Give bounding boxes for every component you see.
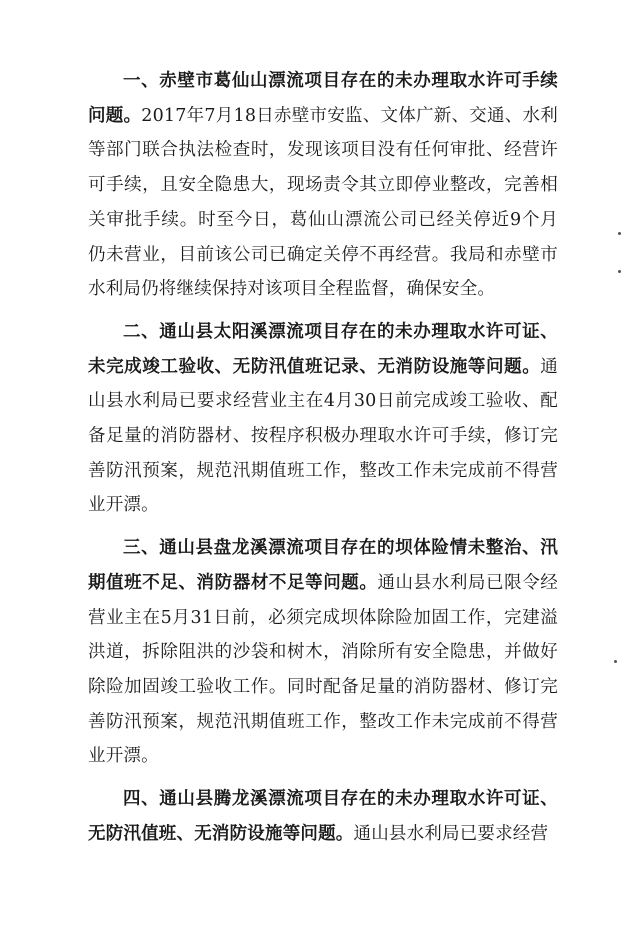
paragraph-3-text: 通山县水利局已限令经营业主在5月31日前，必须完成坝体除险加固工作，完建溢洪道，拆除阻洪的沙袋和树木，消除所有安全隐患，并做好除险加固竣工验收工作。同时配备足量的消防器材、修订完善防汛预案，规范汛期值班工作，整改工作未完成前不得营业开漂。	[88, 572, 558, 767]
paragraph-1-text: 2017年7月18日赤壁市安监、文体广新、交通、水利等部门联合执法检查时，发现该项目没有任何审批、经营许可手续，且安全隐患大，现场责令其立即停业整改，完善相关审批手续。时至今日，葛仙山漂流公司已经关停近9个月仍未营业，目前该公司已确定关停不再经营。我局和赤壁市水利局仍将继续保持对该项目全程监督，确保安全。	[88, 105, 558, 300]
paragraph-1	[88, 64, 558, 307]
scan-speck	[618, 270, 621, 273]
scan-speck	[614, 660, 617, 663]
paragraph-2-heading: 二、通山县太阳溪漂流项目存在的未办理取水许可证、未完成竣工验收、无防汛值班记录、无消防设施等问题。	[88, 321, 558, 377]
paragraph-2-text: 通山县水利局已要求经营业主在4月30日前完成竣工验收、配备足量的消防器材、按程序积极办理取水许可手续，修订完善防汛预案，规范汛期值班工作，整改工作未完成前不得营业开漂。	[88, 356, 558, 516]
paragraph-3-heading: 三、通山县盘龙溪漂流项目存在的坝体险情未整治、汛期值班不足、消防器材不足等问题。	[88, 538, 558, 593]
document-body	[88, 64, 558, 859]
paragraph-2	[88, 315, 558, 523]
paragraph-1-heading: 一、赤壁市葛仙山漂流项目存在的未办理取水许可手续问题。	[88, 71, 558, 126]
paragraph-4	[88, 782, 558, 851]
scan-speck	[618, 232, 621, 235]
paragraph-4-heading: 四、通山县腾龙溪漂流项目存在的未办理取水许可证、无防汛值班、无消防设施等问题。	[88, 789, 558, 844]
paragraph-4-text: 通山县水利局已要求经营	[353, 823, 549, 844]
paragraph-3	[88, 531, 558, 774]
